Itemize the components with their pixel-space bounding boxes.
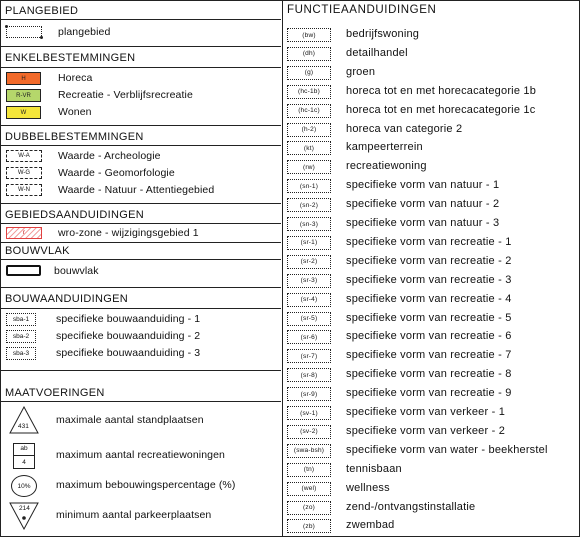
function-item (283, 139, 580, 157)
legend-left-column (1, 1, 281, 536)
function-item (283, 499, 580, 517)
legend-item-wonen (1, 104, 281, 121)
function-label: specifieke vorm van natuur - 1 (346, 179, 500, 192)
function-label: horeca van categorie 2 (346, 122, 463, 135)
function-item (283, 385, 580, 403)
sba-2-symbol: sba-2 (6, 330, 36, 343)
function-item (283, 234, 580, 252)
section-title-plangebied: PLANGEBIED (5, 5, 79, 17)
triangle-value: 431 (18, 423, 29, 430)
legend-item-waarde-geomorfologie (1, 165, 281, 182)
divider (1, 67, 281, 68)
function-code-symbol: (hc-1b) (287, 85, 331, 99)
function-code-symbol: (sr-4) (287, 293, 331, 307)
divider (1, 46, 281, 47)
function-item (283, 517, 580, 535)
circle-symbol: 10% (11, 475, 37, 497)
legend-item-waarde-natuur (1, 182, 281, 199)
function-item (283, 64, 580, 82)
triangle-up-symbol (9, 406, 39, 434)
wonen-swatch: W (6, 106, 41, 119)
function-label: specifieke vorm van recreatie - 6 (346, 330, 512, 343)
function-code-symbol: (zb) (287, 519, 331, 533)
function-label: specifieke vorm van water - beekherstel (346, 443, 548, 456)
section-title-enkelbestemmingen: ENKELBESTEMMINGEN (5, 52, 136, 64)
function-label: zend-/ontvangstinstallatie (346, 500, 476, 513)
function-code-symbol: (sn-2) (287, 198, 331, 212)
function-label: recreatiewoning (346, 160, 427, 173)
function-code-symbol: (sr-8) (287, 368, 331, 382)
function-item (283, 45, 580, 63)
divider (1, 223, 281, 224)
triangle-down-symbol (9, 502, 39, 530)
function-code-symbol: (sr-9) (287, 387, 331, 401)
divider (1, 145, 281, 146)
function-label: specifieke vorm van verkeer - 2 (346, 424, 506, 437)
legend-label: bouwvlak (54, 265, 99, 277)
plangebied-symbol (6, 26, 42, 38)
function-item (283, 461, 580, 479)
horeca-swatch: H (6, 72, 41, 85)
function-label: wellness (346, 481, 390, 494)
function-item (283, 158, 580, 176)
section-title-gebiedsaanduidingen: GEBIEDSAANDUIDINGEN (5, 209, 144, 221)
function-item (283, 423, 580, 441)
box-top-code: ab (14, 443, 34, 456)
function-label: specifieke vorm van recreatie - 1 (346, 235, 512, 248)
function-code-symbol: (sr-6) (287, 330, 331, 344)
section-title-dubbelbestemmingen: DUBBELBESTEMMINGEN (5, 131, 144, 143)
legend-label: plangebied (58, 26, 111, 38)
function-item (283, 121, 580, 139)
function-label: tennisbaan (346, 462, 402, 475)
function-item (283, 26, 580, 44)
function-code-symbol: (rw) (287, 160, 331, 174)
divider (1, 401, 281, 402)
function-code-symbol: (sr-7) (287, 349, 331, 363)
function-label: groen (346, 65, 376, 78)
legend-item-min-parkeerplaatsen (1, 502, 281, 532)
legend-label: maximale aantal standplaatsen (56, 414, 204, 426)
divider (1, 19, 281, 20)
function-code-symbol: (h-2) (287, 123, 331, 137)
function-code-symbol: (g) (287, 66, 331, 80)
legend-label: Waarde - Archeologie (58, 150, 161, 162)
function-code-symbol: (sn-3) (287, 217, 331, 231)
section-title-bouwvlak: BOUWVLAK (5, 245, 70, 257)
function-label: specifieke vorm van recreatie - 8 (346, 368, 512, 381)
legend-label: maximum bebouwingspercentage (%) (56, 479, 236, 491)
bouwvlak-symbol (6, 265, 41, 276)
section-title-maatvoeringen: MAATVOERINGEN (5, 387, 105, 399)
stacked-box-symbol (13, 443, 35, 469)
function-code-symbol: (sv-1) (287, 406, 331, 420)
function-label: specifieke vorm van natuur - 2 (346, 198, 500, 211)
function-code-symbol: (zo) (287, 501, 331, 515)
waarde-archeologie-symbol: W-A (6, 150, 42, 162)
triangle-value: 214 (19, 505, 30, 512)
legend-label: Recreatie - Verblijfsrecreatie (58, 89, 193, 101)
function-code-symbol: (dh) (287, 47, 331, 61)
legend-label: Waarde - Natuur - Attentiegebied (58, 184, 215, 196)
function-item (283, 328, 580, 346)
function-label: specifieke vorm van recreatie - 4 (346, 292, 512, 305)
recreatie-swatch: R-VR (6, 89, 41, 102)
wro-zone-hatch-symbol: r (6, 227, 42, 239)
legend-label: wro-zone - wijzigingsgebied 1 (58, 227, 199, 239)
legend-label: specifieke bouwaanduiding - 1 (56, 313, 201, 325)
function-item (283, 480, 580, 498)
function-item (283, 196, 580, 214)
function-label: horeca tot en met horecacategorie 1b (346, 84, 537, 97)
legend-item-wro-zone (1, 225, 281, 242)
divider (1, 370, 281, 371)
function-label: bedrijfswoning (346, 28, 420, 40)
divider (1, 287, 281, 288)
function-code-symbol: (sr-2) (287, 255, 331, 269)
function-label: specifieke vorm van recreatie - 3 (346, 273, 512, 286)
legend-item-plangebied (1, 23, 281, 41)
legend-label: Horeca (58, 72, 93, 84)
waarde-geomorfologie-symbol: W-G (6, 167, 42, 179)
function-item (283, 102, 580, 120)
function-item (283, 177, 580, 195)
function-code-symbol: (sr-5) (287, 312, 331, 326)
legend-item-sba-2 (1, 328, 281, 345)
legend-item-max-standplaatsen (1, 405, 281, 437)
function-label: detailhandel (346, 46, 408, 59)
legend-item-sba-3 (1, 345, 281, 362)
function-item (283, 347, 580, 365)
function-code-symbol: (sn-1) (287, 179, 331, 193)
function-item (283, 404, 580, 422)
divider (1, 125, 281, 126)
legend-item-max-bebouwingspercentage (1, 473, 281, 499)
legend-label: minimum aantal parkeerplaatsen (56, 509, 212, 521)
divider (1, 259, 281, 260)
legend-label: Waarde - Geomorfologie (58, 167, 175, 179)
function-item (283, 272, 580, 290)
function-code-symbol: (sv-2) (287, 425, 331, 439)
section-title-functieaanduidingen: FUNCTIEAANDUIDINGEN (287, 4, 437, 16)
function-label: specifieke vorm van natuur - 3 (346, 217, 500, 229)
function-item (283, 366, 580, 384)
function-item (283, 442, 580, 460)
function-code-symbol: (sr-1) (287, 236, 331, 250)
legend-label: Wonen (58, 106, 92, 118)
legend-item-horeca (1, 70, 281, 87)
sba-1-symbol: sba-1 (6, 313, 36, 326)
function-label: specifieke vorm van recreatie - 2 (346, 254, 512, 267)
function-code-symbol: (tn) (287, 463, 331, 477)
legend-label: specifieke bouwaanduiding - 3 (56, 347, 201, 359)
function-item (283, 253, 580, 271)
function-item (283, 83, 580, 101)
function-label: kampeerterrein (346, 141, 423, 154)
function-item (283, 215, 580, 233)
legend-label: maximum aantal recreatiewoningen (56, 449, 225, 461)
function-code-symbol: (bw) (287, 28, 331, 42)
function-code-symbol: (hc-1c) (287, 104, 331, 118)
function-code-symbol: (wel) (287, 482, 331, 496)
function-label: specifieke vorm van verkeer - 1 (346, 406, 506, 418)
legend-right-column (282, 1, 580, 536)
box-bottom-value: 4 (22, 459, 26, 466)
function-code-symbol: (kt) (287, 141, 331, 155)
legend-item-max-recreatiewoningen (1, 441, 281, 471)
divider (1, 242, 281, 243)
sba-3-symbol: sba-3 (6, 347, 36, 360)
legend-label: specifieke bouwaanduiding - 2 (56, 330, 201, 342)
function-label: specifieke vorm van recreatie - 9 (346, 387, 512, 400)
legend-item-recreatie-verblijfsrecreatie (1, 87, 281, 104)
divider (1, 308, 281, 309)
function-code-symbol: (sr-3) (287, 274, 331, 288)
legend-item-bouwvlak (1, 262, 281, 280)
legend-item-waarde-archeologie (1, 148, 281, 165)
section-title-bouwaanduidingen: BOUWAANDUIDINGEN (5, 293, 128, 305)
function-item (283, 310, 580, 328)
function-code-symbol: (swa-bsh) (287, 444, 331, 458)
function-label: specifieke vorm van recreatie - 7 (346, 349, 512, 362)
function-label: zwembad (346, 519, 395, 532)
function-item (283, 291, 580, 309)
waarde-natuur-symbol: W-N (6, 184, 42, 196)
function-label: horeca tot en met horecacategorie 1c (346, 103, 536, 116)
divider (1, 203, 281, 204)
function-label: specifieke vorm van recreatie - 5 (346, 311, 512, 324)
legend-item-sba-1 (1, 311, 281, 328)
